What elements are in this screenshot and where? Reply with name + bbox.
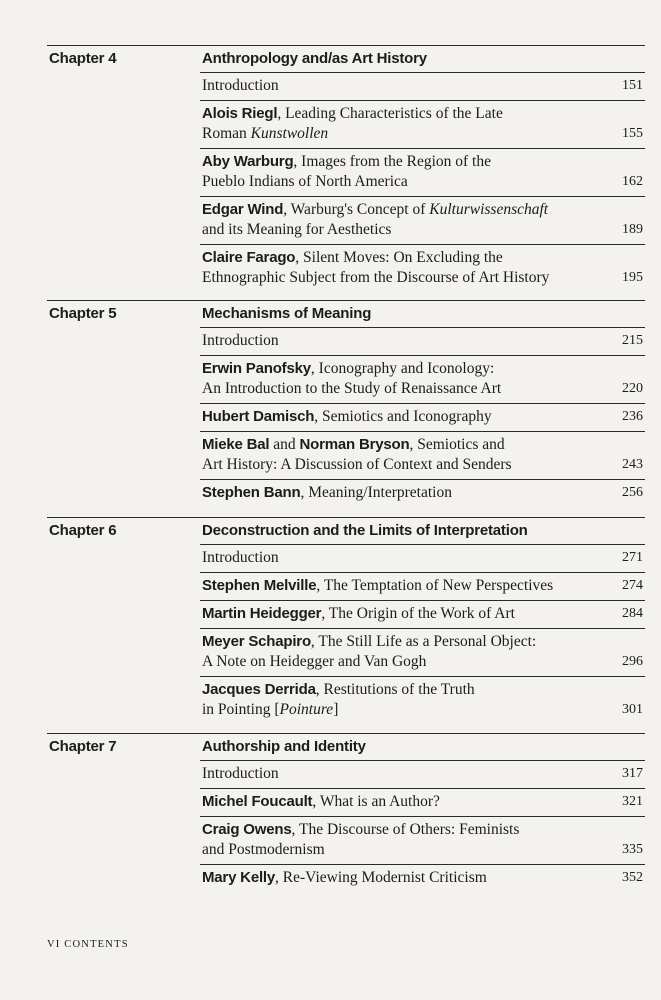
entry-author: Jacques Derrida <box>202 681 316 698</box>
entry-page-number: 317 <box>622 766 643 781</box>
entry-title-text: , The Still Life as a Personal Object: <box>310 633 537 650</box>
entry-title-line <box>202 868 605 888</box>
entry-title-text: , Restitutions of the Truth <box>315 681 475 698</box>
entry-page-number: 284 <box>622 606 643 621</box>
toc-entry[interactable] <box>200 817 645 865</box>
chapter-title: Authorship and Identity <box>200 734 645 761</box>
entry-page-number: 151 <box>622 78 643 93</box>
toc-entry[interactable] <box>200 545 645 573</box>
entry-page-number: 189 <box>622 222 643 237</box>
entry-page-number: 271 <box>622 550 643 565</box>
toc-entry[interactable] <box>200 245 645 292</box>
entry-title-text: in Pointing [Pointure] <box>202 701 339 718</box>
toc-entry[interactable] <box>200 432 645 480</box>
entry-page-number: 215 <box>622 333 643 348</box>
entry-page-number: 236 <box>622 409 643 424</box>
entry-title-text: Introduction <box>202 765 279 782</box>
entry-page-number: 155 <box>622 126 643 141</box>
entry-title-line <box>202 331 605 351</box>
entry-title-text: Introduction <box>202 549 279 566</box>
entry-page-number: 301 <box>622 702 643 717</box>
entry-author: Hubert Damisch <box>202 408 315 425</box>
entry-author: Craig Owens <box>202 821 292 838</box>
toc-entry[interactable] <box>200 601 645 629</box>
toc-entry[interactable] <box>200 149 645 197</box>
entry-title-text: , Iconography and Iconology: <box>310 360 495 377</box>
entry-page-number: 335 <box>622 842 643 857</box>
entry-title-line <box>202 220 605 240</box>
entry-author: Alois Riegl <box>202 105 278 122</box>
entry-title-line <box>202 359 605 379</box>
chapter-label: Chapter 4 <box>49 50 117 67</box>
chapter-section <box>47 517 645 718</box>
toc-entry[interactable] <box>200 789 645 817</box>
entry-title-text: Pueblo Indians of North America <box>202 173 408 190</box>
entry-title-text: An Introduction to the Study of Renaissance Art <box>202 380 502 397</box>
entry-title-text: , Leading Characteristics of the Late <box>277 105 503 122</box>
entry-page-number: 296 <box>622 654 643 669</box>
entry-title-text: Introduction <box>202 332 279 349</box>
entry-title-text: , Re-Viewing Modernist Criticism <box>275 869 487 886</box>
entry-page-number: 195 <box>622 270 643 285</box>
chapter-section <box>47 45 645 286</box>
chapter-label: Chapter 5 <box>49 305 117 322</box>
toc-entry[interactable] <box>200 629 645 677</box>
toc-entry[interactable] <box>200 101 645 149</box>
entry-title-line <box>202 407 605 427</box>
entry-title-text: , What is an Author? <box>312 793 440 810</box>
entry-title-line <box>202 632 605 652</box>
entry-title-line <box>202 379 605 399</box>
entry-title-text: A Note on Heidegger and Van Gogh <box>202 653 427 670</box>
toc-entry[interactable] <box>200 865 645 892</box>
entry-author: Martin Heidegger <box>202 605 322 622</box>
entry-title-line <box>202 680 605 700</box>
entry-page-number: 162 <box>622 174 643 189</box>
entry-title-line <box>202 104 605 124</box>
toc-entry[interactable] <box>200 356 645 404</box>
entry-title-line <box>202 172 605 192</box>
entry-title-text: and Norman Bryson, Semiotics and <box>269 436 505 453</box>
entry-title-line <box>202 576 605 596</box>
chapter-body <box>200 518 645 724</box>
page-footer: VI CONTENTS <box>47 939 129 950</box>
entry-title-line <box>202 435 605 455</box>
chapter-body <box>200 734 645 892</box>
entry-title-line <box>202 764 605 784</box>
toc-entry[interactable] <box>200 573 645 601</box>
entry-title-line <box>202 483 605 503</box>
entry-author: Mary Kelly <box>202 869 276 886</box>
entry-title-line <box>202 604 605 624</box>
entry-title-text: , The Origin of the Work of Art <box>321 605 515 622</box>
entry-title-line <box>202 248 605 268</box>
chapter-label: Chapter 6 <box>49 522 117 539</box>
entry-title-text: , Warburg's Concept of Kulturwissenschaft <box>283 201 549 218</box>
entry-page-number: 256 <box>622 485 643 500</box>
entry-page-number: 352 <box>622 870 643 885</box>
entry-title-text: , The Discourse of Others: Feminists <box>291 821 520 838</box>
chapter-section <box>47 733 645 886</box>
entry-title-text: and its Meaning for Aesthetics <box>202 221 392 238</box>
entry-title-line <box>202 152 605 172</box>
entry-page-number: 243 <box>622 457 643 472</box>
chapter-body <box>200 46 645 292</box>
entry-page-number: 321 <box>622 794 643 809</box>
entry-title-text: , Semiotics and Iconography <box>314 408 492 425</box>
toc-entry[interactable] <box>200 761 645 789</box>
entry-page-number: 220 <box>622 381 643 396</box>
entry-title-line <box>202 455 605 475</box>
entry-title-line <box>202 76 605 96</box>
toc-entry[interactable] <box>200 404 645 432</box>
entry-title-line <box>202 652 605 672</box>
chapter-body <box>200 301 645 507</box>
entry-author: Mieke Bal <box>202 436 270 453</box>
entry-author-2: Norman Bryson <box>299 436 410 453</box>
toc-entry[interactable] <box>200 328 645 356</box>
entry-title-text: Art History: A Discussion of Context and Senders <box>202 456 512 473</box>
entry-author: Meyer Schapiro <box>202 633 311 650</box>
chapter-label: Chapter 7 <box>49 738 117 755</box>
entry-author: Edgar Wind <box>202 201 284 218</box>
entry-author: Erwin Panofsky <box>202 360 311 377</box>
toc-entry[interactable] <box>200 197 645 245</box>
chapter-title: Deconstruction and the Limits of Interpretation <box>200 518 645 545</box>
entry-title-line <box>202 792 605 812</box>
entry-title-line <box>202 200 605 220</box>
entry-title-line <box>202 548 605 568</box>
entry-title-line <box>202 820 605 840</box>
entry-title-text: and Postmodernism <box>202 841 325 858</box>
entry-title-line <box>202 268 605 288</box>
entry-title-text: , Images from the Region of the <box>293 153 491 170</box>
entry-page-number: 274 <box>622 578 643 593</box>
entry-title-text: Roman Kunstwollen <box>202 125 329 142</box>
entry-author: Claire Farago <box>202 249 296 266</box>
toc-entry[interactable] <box>200 677 645 724</box>
chapter-title: Anthropology and/as Art History <box>200 46 645 73</box>
entry-title-text: , Meaning/Interpretation <box>300 484 452 501</box>
toc-entry[interactable] <box>200 480 645 507</box>
toc-entry[interactable] <box>200 73 645 101</box>
entry-title-line <box>202 124 605 144</box>
entry-title-text: Ethnographic Subject from the Discourse of Art History <box>202 269 550 286</box>
entry-title-text: , Silent Moves: On Excluding the <box>295 249 503 266</box>
chapter-title: Mechanisms of Meaning <box>200 301 645 328</box>
entry-author: Stephen Melville <box>202 577 317 594</box>
entry-author: Aby Warburg <box>202 153 294 170</box>
chapter-section <box>47 300 645 501</box>
entry-author: Michel Foucault <box>202 793 313 810</box>
entry-title-line <box>202 700 605 720</box>
entry-title-text: Introduction <box>202 77 279 94</box>
entry-title-line <box>202 840 605 860</box>
entry-author: Stephen Bann <box>202 484 301 501</box>
entry-title-text: , The Temptation of New Perspectives <box>316 577 554 594</box>
